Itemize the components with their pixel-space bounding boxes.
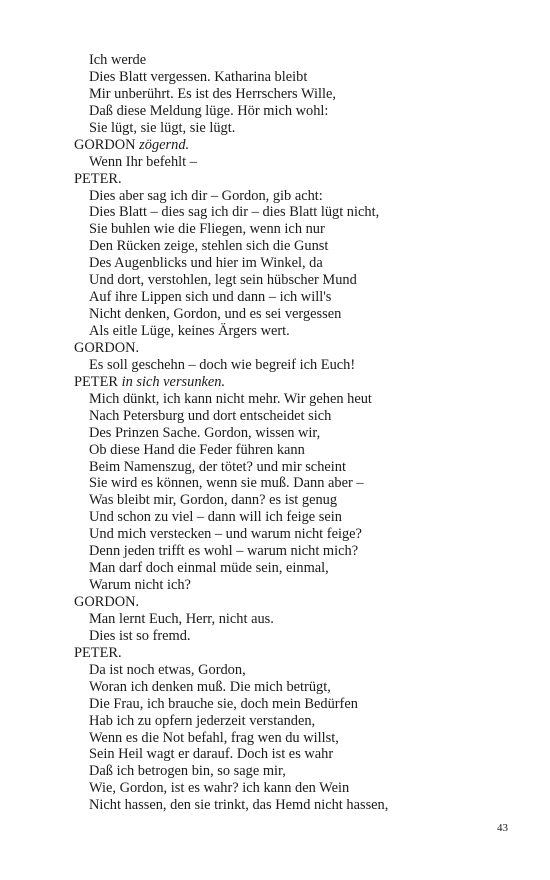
speaker-name: GORDON (74, 136, 136, 153)
verse-line: Man darf doch einmal müde sein, einmal, (89, 560, 329, 577)
verse-line: Ob diese Hand die Feder führen kann (89, 441, 305, 458)
verse-line: Sie buhlen wie die Fliegen, wenn ich nur (89, 221, 325, 238)
verse-line: Mir unberührt. Es ist des Herrschers Wille, (89, 85, 336, 102)
speaker-name: PETER. (74, 644, 122, 661)
verse-line: Sein Heil wagt er darauf. Doch ist es wahr (89, 746, 334, 763)
verse-line: Dies Blatt – dies sag ich dir – dies Blatt lügt nicht, (89, 204, 380, 221)
verse-line: Ich werde (89, 52, 147, 68)
verse-line: Des Prinzen Sache. Gordon, wissen wir, (89, 424, 321, 441)
verse-line: Wie, Gordon, ist es wahr? ich kann den Wein (89, 780, 350, 797)
verse-line: Woran ich denken muß. Die mich betrügt, (89, 678, 331, 695)
verse-line: Den Rücken zeige, stehlen sich die Gunst (89, 238, 329, 255)
stage-direction: zögernd. (139, 136, 190, 153)
page-number: 43 (497, 822, 508, 834)
verse-line: Sie lügt, sie lügt, sie lügt. (89, 119, 236, 136)
verse-line: Dies aber sag ich dir – Gordon, gib acht: (89, 187, 323, 204)
verse-line: Und mich verstecken – und warum nicht feige? (89, 526, 362, 543)
speaker-line (74, 645, 388, 662)
speaker-line (74, 171, 388, 188)
speaker-name: GORDON. (74, 339, 140, 356)
verse-line: Warum nicht ich? (89, 577, 191, 594)
verse-line: Als eitle Lüge, keines Ärgers wert. (89, 323, 290, 339)
verse-line: Mich dünkt, ich kann nicht mehr. Wir gehen heut (89, 390, 372, 407)
verse-line: Dies ist so fremd. (89, 627, 191, 644)
stage-direction: in sich versunken. (121, 373, 226, 390)
verse-line: Beim Namenszug, der tötet? und mir scheint (89, 458, 346, 475)
speaker-name: GORDON. (74, 594, 140, 610)
play-text (74, 52, 388, 814)
verse-line: Sie wird es können, wenn sie muß. Dann aber – (89, 475, 364, 492)
verse-line: Daß ich betrogen bin, so sage mir, (89, 763, 286, 780)
verse-line: Es soll geschehn – doch wie begreif ich Euch! (89, 356, 356, 373)
verse-line: Wenn es die Not befahl, frag wen du willst, (89, 729, 339, 746)
verse-line: Was bleibt mir, Gordon, dann? es ist genug (89, 492, 338, 509)
verse-line: Nicht hassen, den sie trinkt, das Hemd nicht hassen, (89, 797, 389, 814)
verse-line: Nach Petersburg und dort entscheidet sich (89, 407, 332, 424)
speaker-line (74, 594, 388, 611)
verse-line: Und schon zu viel – dann will ich feige sein (89, 509, 342, 526)
speaker-line (74, 340, 388, 357)
verse-line: Daß diese Meldung lüge. Hör mich wohl: (89, 102, 329, 119)
verse-line: Nicht denken, Gordon, und es sei vergessen (89, 306, 342, 323)
speaker-line (74, 374, 388, 391)
verse-line: Die Frau, ich brauche sie, doch mein Bedürfen (89, 695, 358, 712)
verse-line: Und dort, verstohlen, legt sein hübscher Mund (89, 272, 357, 289)
verse-line: Dies Blatt vergessen. Katharina bleibt (89, 68, 308, 85)
verse-line: Wenn Ihr befehlt – (89, 153, 197, 170)
verse-line: Denn jeden trifft es wohl – warum nicht mich? (89, 543, 359, 560)
speaker-name: PETER (74, 373, 118, 390)
verse-line: Hab ich zu opfern jederzeit verstanden, (89, 712, 316, 729)
verse-line: Des Augenblicks und hier im Winkel, da (89, 255, 323, 272)
speaker-line (74, 137, 388, 154)
speaker-name: PETER. (74, 170, 122, 187)
verse-line: Da ist noch etwas, Gordon, (89, 661, 246, 678)
verse-line: Auf ihre Lippen sich und dann – ich will's (89, 289, 332, 306)
verse-line: Man lernt Euch, Herr, nicht aus. (89, 610, 274, 627)
